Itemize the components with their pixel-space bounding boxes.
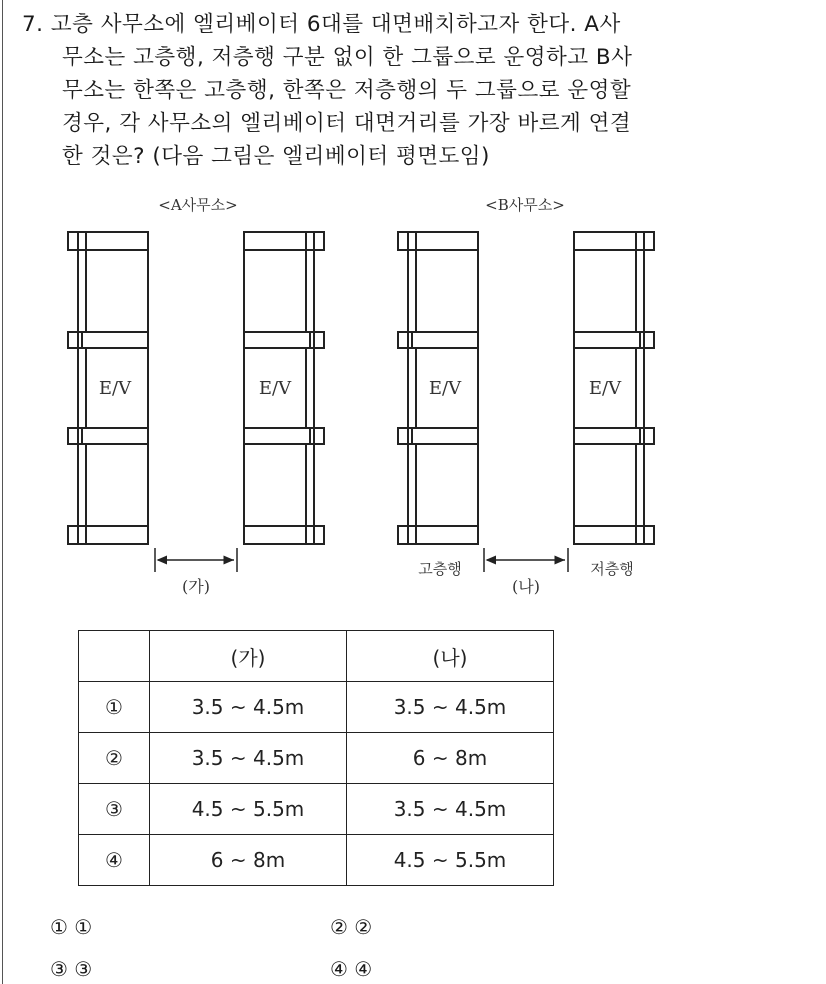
choice-2[interactable] [330,915,372,939]
question-line-4: 경우, 각 사무소의 엘리베이터 대면거리를 가장 바르게 연결 [62,111,632,136]
dim-b-label: (나) [512,577,540,596]
table-header-cell [79,631,150,682]
choice-marker: ④ [330,957,348,981]
table-row [79,733,554,784]
choice-marker: ③ [50,957,68,981]
question-line-2: 무소는 고층행, 저층행 구분 없이 한 그룹으로 운영하고 B사 [62,45,633,70]
choice-text: ① [74,915,93,939]
choice-1[interactable] [50,915,92,939]
choice-marker: ① [50,915,68,939]
table-cell: 4.5 ~ 5.5m [347,835,554,886]
office-a-ev-left: E/V [98,378,132,399]
table-row [79,682,554,733]
choice-text: ④ [354,957,373,981]
choice-3[interactable] [50,957,92,981]
question-line-5: 한 것은? (다음 그림은 엘리베이터 평면도임) [62,144,490,169]
question-line-text: 고층 사무소에 엘리베이터 6대를 대면배치하고자 한다. A사 [50,12,621,37]
question-line-3: 무소는 한쪽은 고층행, 한쪽은 저층행의 두 그룹으로 운영할 [62,78,632,103]
table-cell: ③ [79,784,150,835]
choice-text: ② [354,915,373,939]
office-b-ev-right: E/V [588,378,622,399]
table-cell: 6 ~ 8m [150,835,347,886]
low-floor-label: 저층행 [590,560,634,578]
table-row [79,784,554,835]
dim-a-label: (가) [182,577,210,596]
office-b-ev-left: E/V [428,378,462,399]
table-cell: 3.5 ~ 4.5m [347,784,554,835]
table-header-cell: (가) [150,631,347,682]
office-a-title: <A사무소> [158,196,238,214]
table-header-cell: (나) [347,631,554,682]
table-header-row [79,631,554,682]
table-row [79,835,554,886]
table-cell: 6 ~ 8m [347,733,554,784]
office-b-title: <B사무소> [485,196,565,214]
table-cell: 3.5 ~ 4.5m [150,682,347,733]
office-a-ev-right: E/V [258,378,292,399]
table-cell: 4.5 ~ 5.5m [150,784,347,835]
high-floor-label: 고층행 [418,560,462,578]
answer-table [78,630,554,886]
table-cell: 3.5 ~ 4.5m [150,733,347,784]
choice-4[interactable] [330,957,372,981]
table-cell: ② [79,733,150,784]
choice-text: ③ [74,957,93,981]
table-cell: ① [79,682,150,733]
question-number: 7. [22,12,44,37]
table-cell: ④ [79,835,150,886]
choice-marker: ② [330,915,348,939]
table-cell: 3.5 ~ 4.5m [347,682,554,733]
